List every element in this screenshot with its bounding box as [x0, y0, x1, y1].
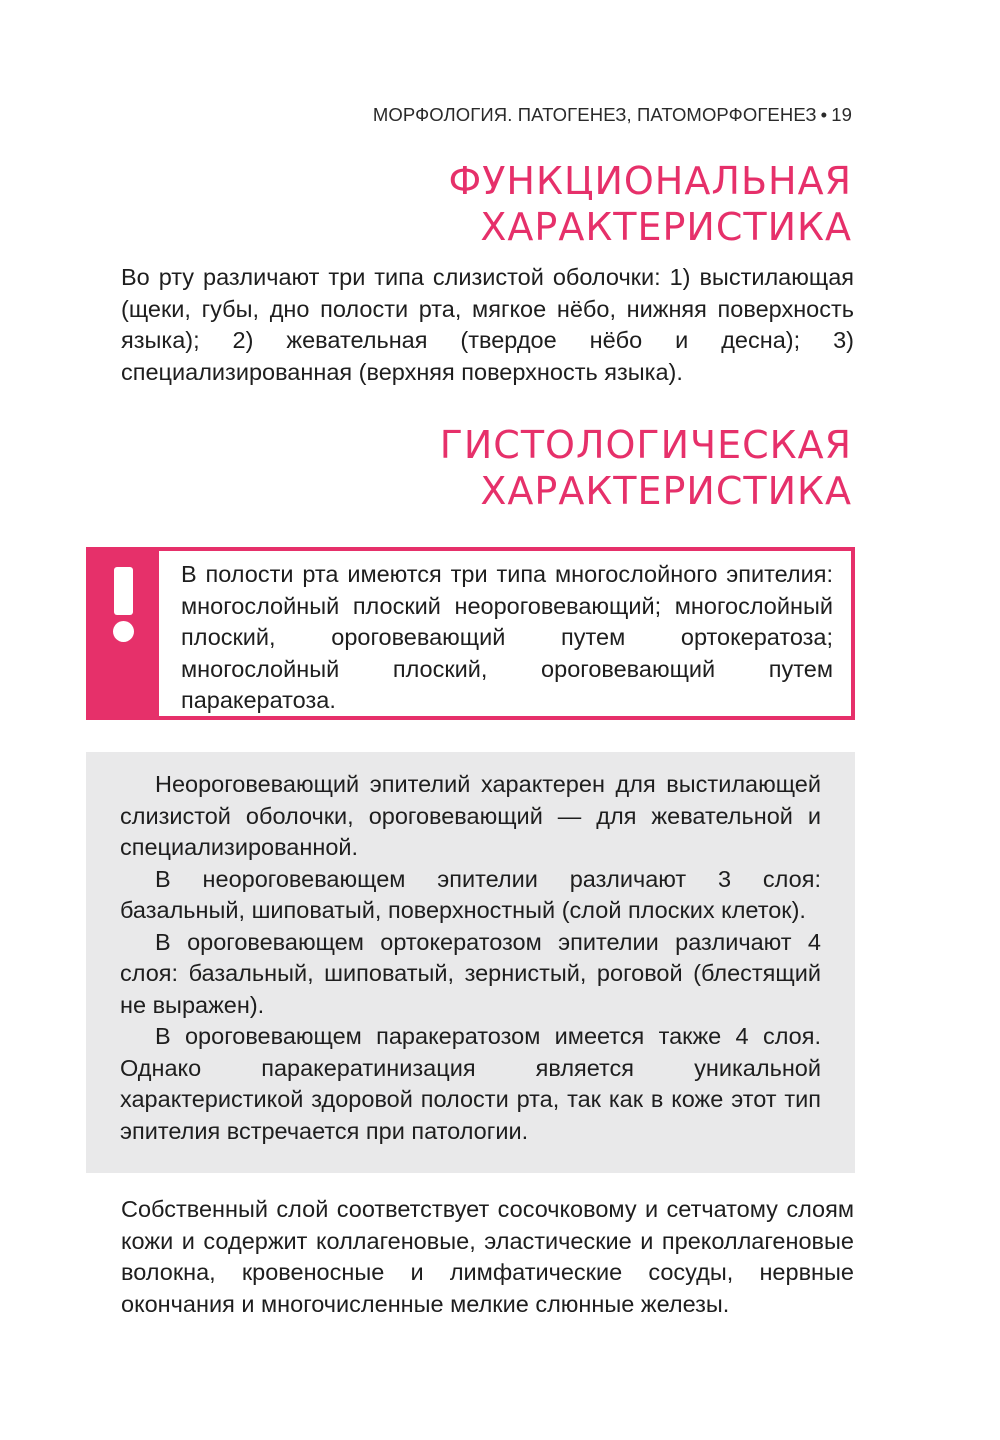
exclamation-icon	[90, 551, 159, 716]
grey-box-paragraph: В ороговевающем ортокератозом эпителии различают 4 слоя: базальный, шиповатый, зернистый, роговой (блестящий не выражен).	[120, 928, 821, 1018]
notice-text: В полости рта имеются три типа многослойного эпителия: многослойный плоский неороговевающий; многослойный плоский, ороговевающий путем ортокератоза; многослойный плоский, ороговевающий путем паракератоза.	[181, 561, 833, 713]
section-title-histological-line1: ГИСТОЛОГИЧЕСКАЯ	[439, 423, 852, 467]
section-title-functional-line1: ФУНКЦИОНАЛЬНАЯ	[448, 159, 852, 203]
section-title-histological	[92, 422, 852, 514]
functional-paragraph: Во рту различают три типа слизистой оболочки: 1) выстилающая (щеки, губы, дно полости рта, мягкое нёбо, нижняя поверхность языка); 2) жевательная (твердое нёбо и десна); 3) специализированная (верхняя поверхность языка).	[121, 264, 854, 385]
grey-box-paragraph: В ороговевающем паракератозом имеется также 4 слоя. Однако паракератинизация является уникальной характеристикой здоровой полости рта, так как в коже этот тип эпителия встречается при патологии.	[120, 1023, 821, 1144]
notice-box	[86, 547, 855, 720]
section-title-functional	[92, 158, 852, 250]
grey-info-box	[86, 752, 855, 1173]
grey-box-paragraph: Неороговевающий эпителий характерен для выстилающей слизистой оболочки, ороговевающий — для жевательной и специализированной.	[120, 771, 821, 860]
section-title-functional-line2: ХАРАКТЕРИСТИКА	[480, 205, 852, 249]
grey-box-paragraph: В неороговевающем эпителии различают 3 слоя: базальный, шиповатый, поверхностный (слой плоских клеток).	[120, 865, 821, 923]
running-header	[373, 104, 852, 126]
header-separator: •	[820, 104, 828, 125]
final-paragraph: Собственный слой соответствует сосочковому и сетчатому слоям кожи и содержит коллагеновые, эластические и преколлагеновые волокна, кровеносные и лимфатические сосуды, нервные окончания и многочисленные мелкие слюнные железы.	[121, 1196, 854, 1317]
page-number: 19	[831, 104, 852, 125]
running-title: МОРФОЛОГИЯ. ПАТОГЕНЕЗ, ПАТОМОРФОГЕНЕЗ	[372, 104, 817, 125]
section-title-histological-line2: ХАРАКТЕРИСТИКА	[480, 469, 852, 513]
